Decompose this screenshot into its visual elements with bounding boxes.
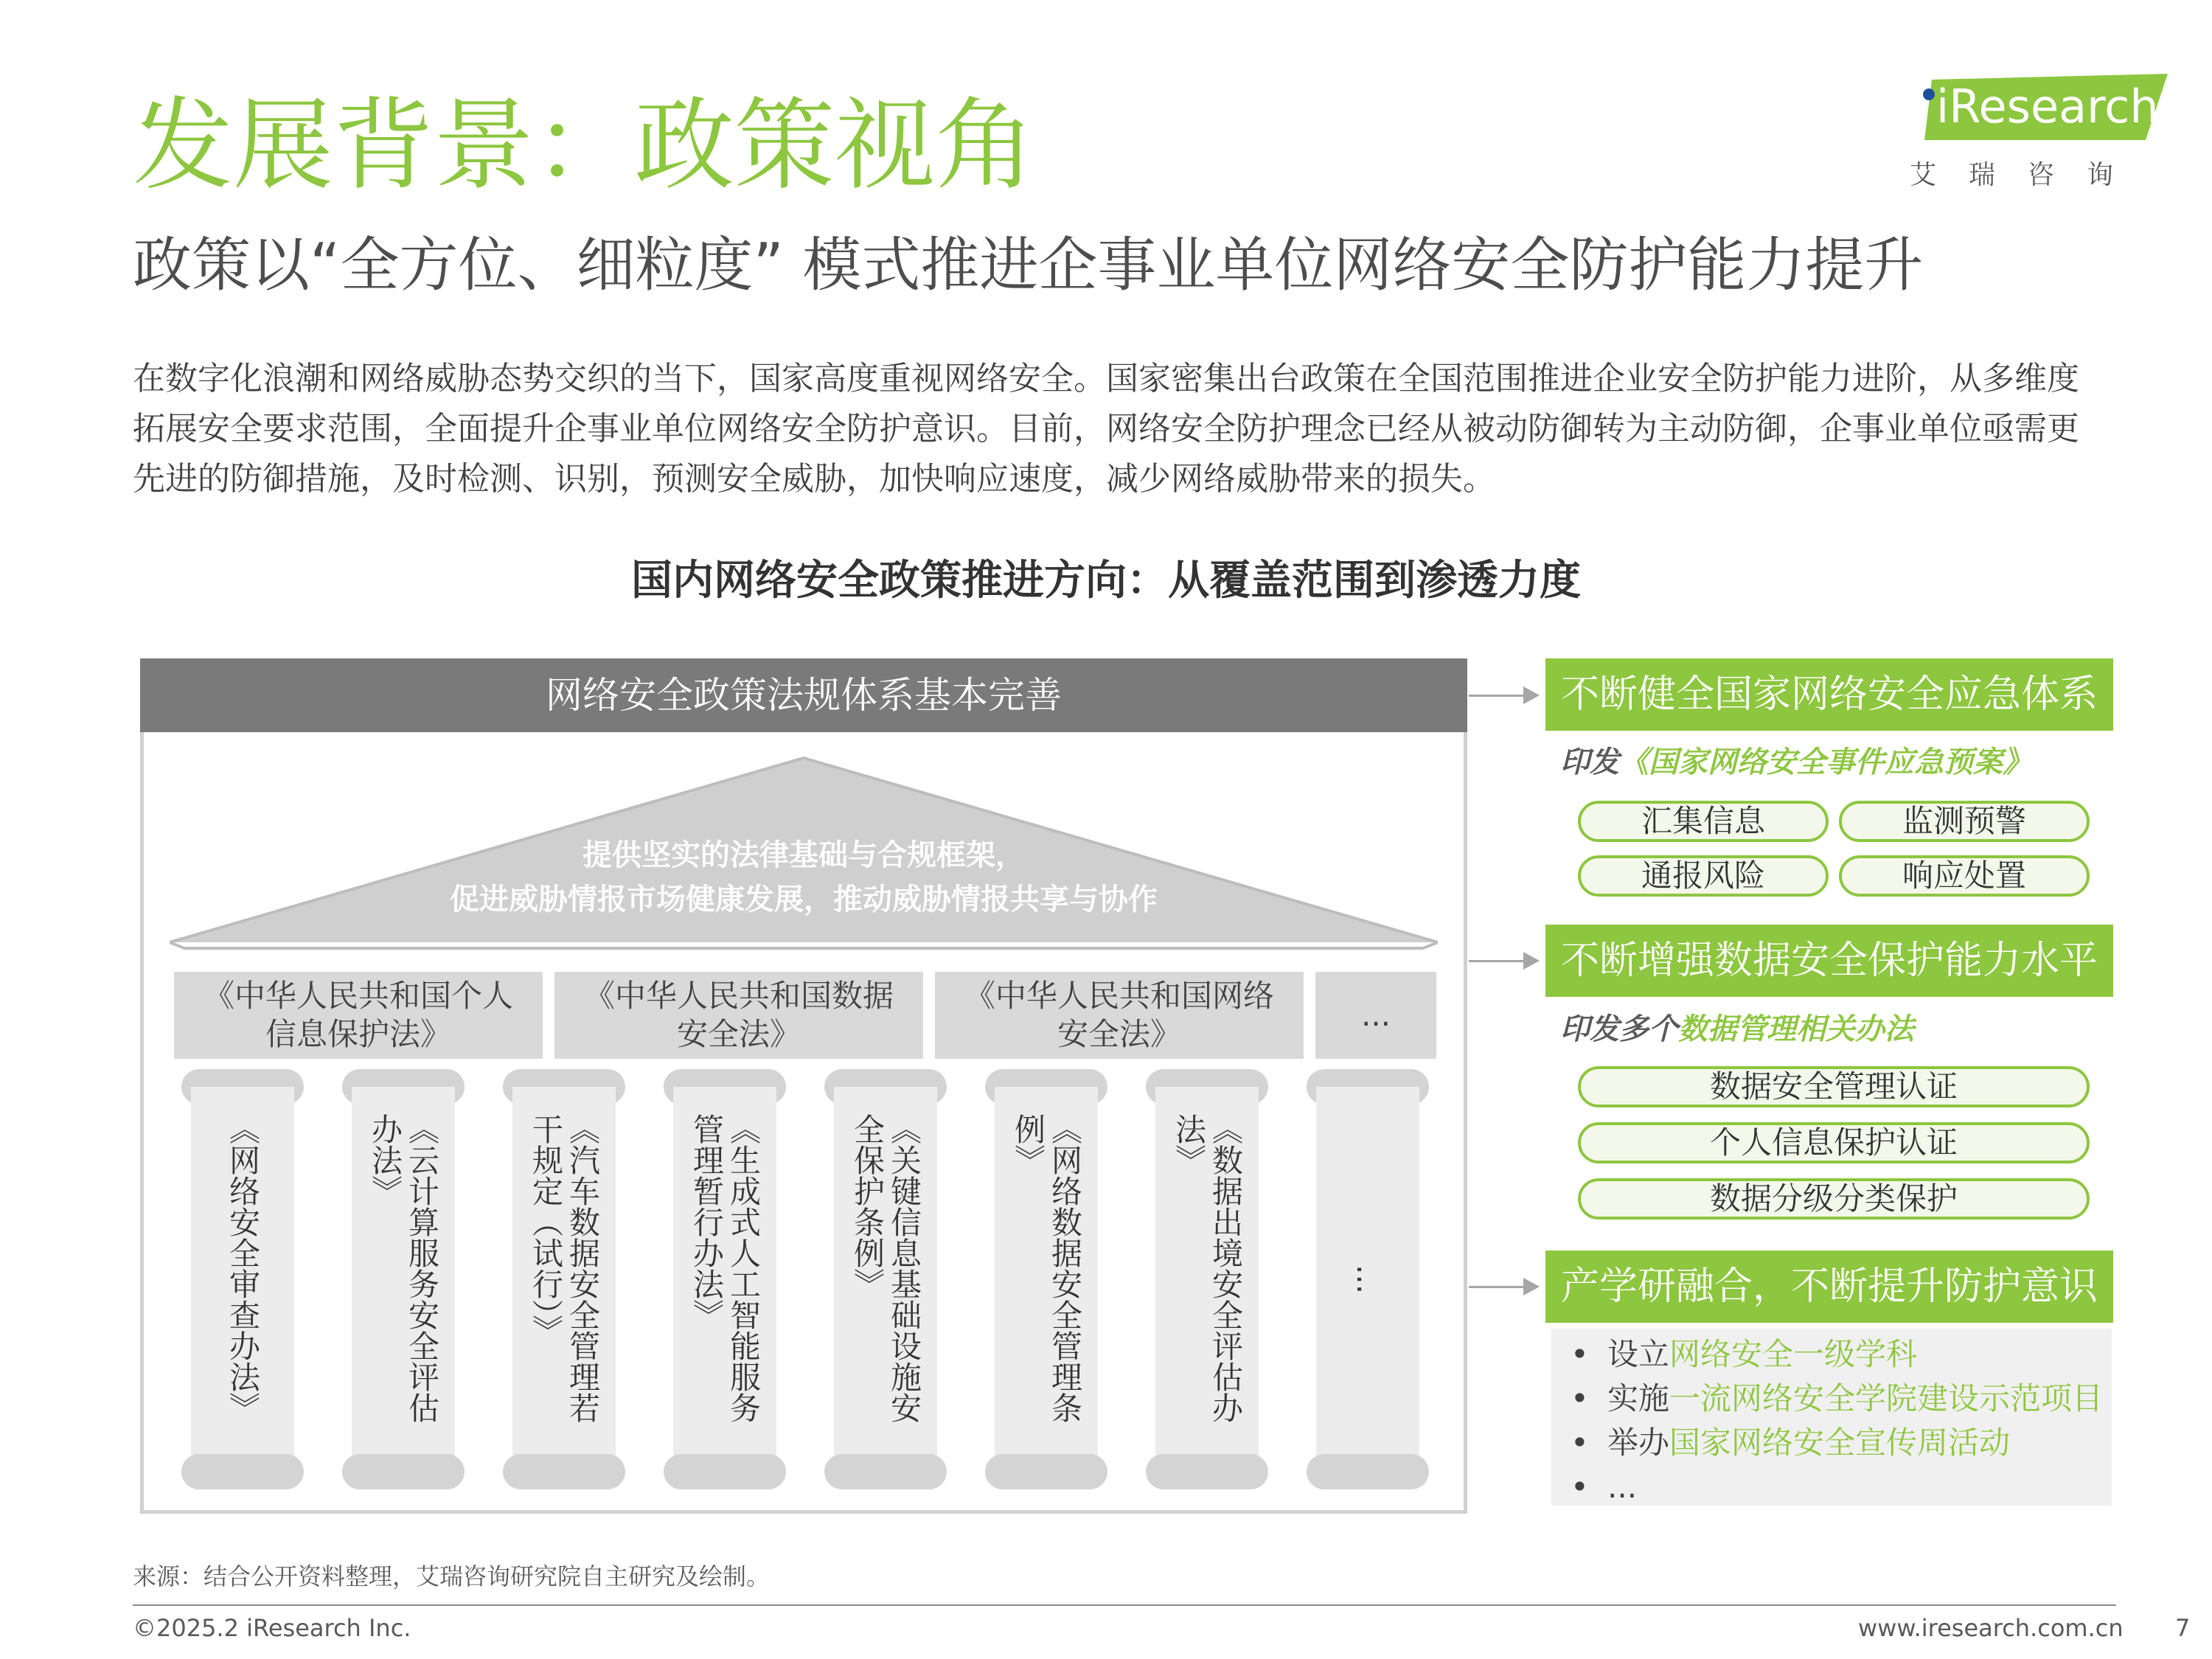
section-title: 国内网络安全政策推进方向：从覆盖范围到渗透力度: [631, 557, 1581, 605]
pillar-6: [985, 1069, 1107, 1489]
bullet-prefix: 举办: [1607, 1425, 1670, 1461]
pillar-label: 《网络数据安全管理条例》: [1010, 1113, 1083, 1423]
intro-paragraph: 在数字化浪潮和网络威胁态势交织的当下，国家高度重视网络安全。国家密集出台政策在全国范围推进企业安全防护能力进阶，从多维度拓展安全要求范围，全面提升企事业单位网络安全防护意识。目前，网络安全防护理念已经从被动防御转为主动防御，企事业单位亟需更先进的防御措施，及时检测、识别，预测安全威胁，加快响应速度，减少网络威胁带来的损失。: [133, 360, 2079, 498]
issue-highlight: 《国家网络安全事件应急预案》: [1619, 745, 2032, 779]
arrow-to-section-1: [1469, 695, 1537, 697]
pillar-8: [1307, 1069, 1429, 1489]
pill-personal-info-cert: 个人信息保护认证: [1578, 1122, 2090, 1164]
roof-text-line-1: 提供坚实的法律基础与合规框架，: [582, 838, 1025, 872]
section-1-header: 不断健全国家网络安全应急体系: [1545, 658, 2113, 731]
law-box-more: [1315, 972, 1436, 1059]
section-2-header: 不断增强数据安全保护能力水平: [1545, 925, 2113, 997]
pillar-3: [503, 1069, 625, 1489]
pillar-label: 《关键信息基础设施安全保护条例》: [849, 1113, 922, 1423]
source-note: 来源：结合公开资料整理，艾瑞咨询研究院自主研究及绘制。: [133, 1562, 771, 1590]
arrow-to-section-3: [1469, 1286, 1537, 1288]
bullet-prefix: ...: [1607, 1469, 1638, 1505]
bullet-item: • 设立网络安全一级学科: [1571, 1336, 1918, 1372]
bullet-item: • 举办国家网络安全宣传周活动: [1571, 1425, 2011, 1461]
roof-text-line-2: 促进威胁情报市场健康发展，推动威胁情报共享与协作: [450, 883, 1158, 917]
page-subtitle: 政策以“全方位、细粒度” 模式推进企事业单位网络安全防护能力提升: [133, 231, 1924, 299]
pillar-label: 《汽车数据安全管理若干规定（试行）》: [528, 1113, 601, 1423]
pillar-label: 《网络安全审查办法》: [225, 1113, 261, 1423]
pillar-cap: [985, 1454, 1107, 1489]
pillar-label: ...: [1350, 1264, 1386, 1295]
law-label: 《中华人民共和国个人信息保护法》: [203, 978, 513, 1052]
pillar-cap: [824, 1454, 947, 1489]
law-box-cybersecurity: [935, 972, 1304, 1059]
bullet-prefix: 设立: [1607, 1336, 1670, 1372]
law-label: 《中华人民共和国网络安全法》: [964, 978, 1274, 1052]
pillar-cap: [664, 1454, 786, 1489]
pillar-label: 《生成式人工智能服务管理暂行办法》: [689, 1113, 762, 1423]
pillar-cap: [1307, 1454, 1429, 1489]
pill-data-security-cert: 数据安全管理认证: [1578, 1066, 2090, 1107]
issue-prefix: 印发多个: [1560, 1012, 1678, 1046]
section-1-issue: [1560, 745, 2032, 779]
footer-divider: [133, 1604, 2116, 1606]
logo-dot-icon: [1923, 88, 1935, 100]
pill-data-classification: 数据分级分类保护: [1578, 1178, 2090, 1220]
pillar-cap: [503, 1454, 625, 1489]
pillar-label: 《云计算服务安全评估办法》: [367, 1113, 440, 1423]
pill-response: 响应处置: [1839, 855, 2090, 897]
bullet-item: • ...: [1571, 1469, 1638, 1505]
logo-chinese-name: 艾瑞咨询: [1910, 160, 2146, 190]
law-label: 《中华人民共和国数据安全法》: [583, 978, 894, 1052]
copyright: ©2025.2 iResearch Inc.: [133, 1614, 411, 1642]
logo-brand-text: iResearch: [1936, 80, 2159, 133]
page-number: 7: [2175, 1614, 2191, 1642]
website-link[interactable]: www.iresearch.com.cn: [1858, 1614, 2124, 1642]
pillar-label: 《数据出境安全评估办法》: [1171, 1113, 1244, 1423]
issue-prefix: 印发: [1560, 745, 1619, 779]
section-3-header: 产学研融合，不断提升防护意识: [1545, 1251, 2113, 1323]
pillar-cap: [342, 1454, 465, 1489]
pill-collect-info: 汇集信息: [1578, 801, 1829, 842]
pillar-1: [181, 1069, 304, 1489]
pillar-2: [342, 1069, 465, 1489]
pillar-5: [824, 1069, 947, 1489]
bullet-highlight: 网络安全一级学科: [1669, 1336, 1918, 1372]
bullet-item: • 实施一流网络安全学院建设示范项目: [1571, 1380, 2104, 1416]
bullet-highlight: 一流网络安全学院建设示范项目: [1669, 1380, 2104, 1416]
bullet-highlight: 国家网络安全宣传周活动: [1669, 1425, 2011, 1461]
pillar-7: [1146, 1069, 1268, 1489]
arrow-to-section-2: [1469, 960, 1537, 962]
pillar-4: [664, 1069, 786, 1489]
section-2-issue: [1560, 1012, 1914, 1046]
page-title: 发展背景：政策视角: [133, 88, 1035, 204]
pill-monitor-warn: 监测预警: [1839, 801, 2090, 842]
law-box-personal-info: [174, 972, 543, 1059]
issue-highlight: 数据管理相关办法: [1678, 1012, 1914, 1046]
pillar-cap: [181, 1454, 304, 1489]
bullet-prefix: 实施: [1607, 1380, 1670, 1416]
pill-report-risk: 通报风险: [1578, 855, 1829, 897]
pillar-cap: [1146, 1454, 1268, 1489]
iresearch-logo: [1910, 74, 2175, 199]
panel-header: 网络安全政策法规体系基本完善: [140, 658, 1467, 732]
law-label: ...: [1360, 997, 1391, 1033]
law-box-data-security: [554, 972, 923, 1059]
